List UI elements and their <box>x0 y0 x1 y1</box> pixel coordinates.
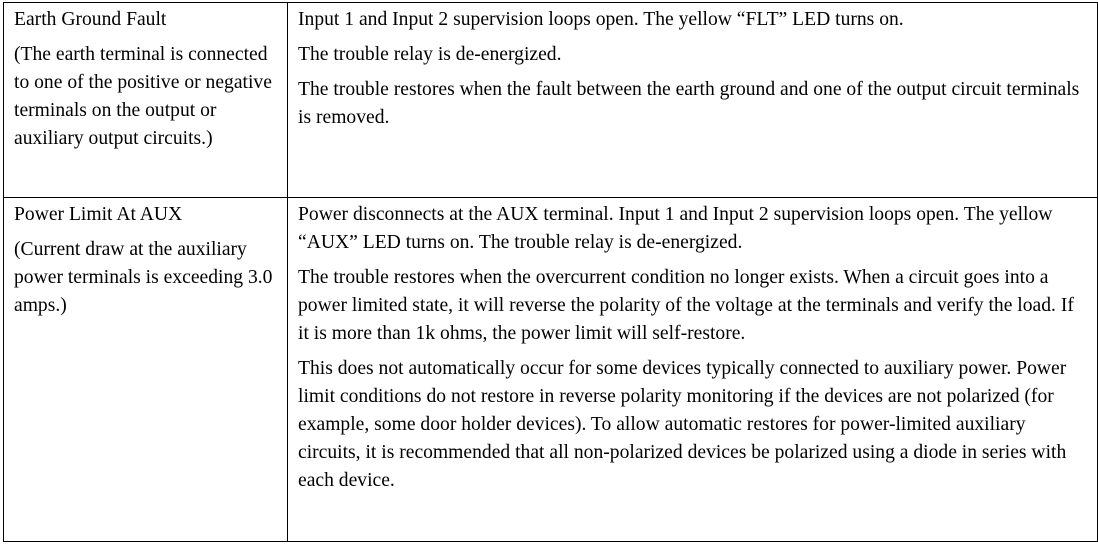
description-paragraph: The trouble relay is de-energized. <box>298 44 562 65</box>
description-paragraph: The trouble restores when the fault between the earth ground and one of the output circuit terminals is removed. <box>298 79 1080 128</box>
condition-title: Earth Ground Fault <box>14 9 167 30</box>
description-cell <box>288 198 1098 542</box>
description-paragraph: This does not automatically occur for some devices typically connected to auxiliary power. Power limit conditions do not restore in reverse polarity monitoring if the devices are not polarized (for example, some door holder devices). To allow automatic restores for power-limited auxiliary circuits, it is recommended that all non-polarized devices be polarized using a diode in series with each device. <box>298 358 1067 491</box>
description-paragraph: Input 1 and Input 2 supervision loops open. The yellow “FLT” LED turns on. <box>298 9 904 30</box>
table-row <box>4 198 1098 542</box>
condition-note: (The earth terminal is connected to one of the positive or negative terminals on the output or auxiliary output circuits.) <box>14 44 272 149</box>
condition-title: Power Limit At AUX <box>14 204 183 225</box>
condition-cell <box>4 3 288 198</box>
trouble-conditions-table <box>3 2 1098 542</box>
condition-note: (Current draw at the auxiliary power terminals is exceeding 3.0 amps.) <box>14 239 273 316</box>
description-paragraph: Power disconnects at the AUX terminal. Input 1 and Input 2 supervision loops open. The yellow “AUX” LED turns on. The trouble relay is de-energized. <box>298 204 1053 253</box>
description-cell <box>288 3 1098 198</box>
table-row <box>4 3 1098 198</box>
description-paragraph: The trouble restores when the overcurrent condition no longer exists. When a circuit goes into a power limited state, it will reverse the polarity of the voltage at the terminals and verify the load. If it is more than 1k ohms, the power limit will self-restore. <box>298 267 1074 344</box>
condition-cell <box>4 198 288 542</box>
